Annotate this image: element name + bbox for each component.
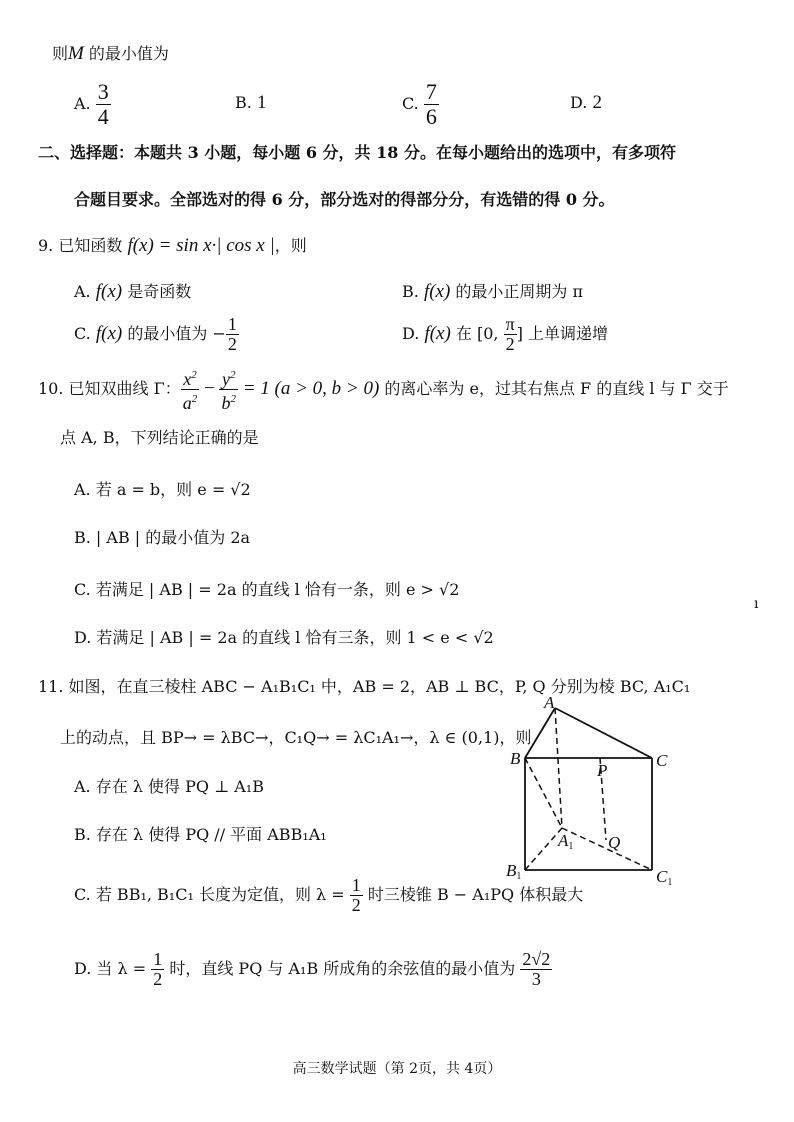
q9-stem-pre: 9. 已知函数 xyxy=(38,236,128,255)
q10-stem xyxy=(38,366,729,413)
label-c: C xyxy=(656,751,668,770)
fraction xyxy=(96,80,111,129)
option-math: f(x) xyxy=(95,281,123,302)
fraction xyxy=(151,950,164,989)
label-c1-sub: 1 xyxy=(667,877,673,888)
option-text: 是奇函数 xyxy=(122,282,192,301)
denominator: 3 xyxy=(520,969,552,989)
fraction xyxy=(350,876,363,915)
denominator: $b^2$ xyxy=(219,389,238,413)
option-math: f(x) xyxy=(424,323,451,344)
page-footer: 高三数学试题（第 2页，共 4页） xyxy=(292,1061,502,1077)
q10-option-d: D. 若满足 | AB | = 2a 的直线 l 恰有三条，则 1 < e < √2 xyxy=(74,628,494,647)
option-label: B. xyxy=(235,93,252,112)
label-a1-letter: A xyxy=(558,831,569,850)
numerator: $x^2$ xyxy=(183,369,197,389)
q10-option-b: B. | AB | 的最小值为 2a xyxy=(74,528,251,547)
option-text: ] 上单调递增 xyxy=(516,324,609,343)
q10-stem-post: 的离心率为 e，过其右焦点 F 的直线 l 与 Γ 交于 xyxy=(379,379,729,398)
section2-line1: 二、选择题：本题共 3 小题，每小题 6 分，共 18 分。在每小题给出的选项中，有多项符 xyxy=(38,143,676,162)
q8-option-c xyxy=(402,80,439,129)
q10-option-c: C. 若满足 | AB | = 2a 的直线 l 恰有一条，则 e > √2 xyxy=(74,580,460,599)
option-text: 的最小值为 − xyxy=(122,324,226,343)
q9-option-a xyxy=(74,282,191,302)
denominator: 6 xyxy=(425,104,437,129)
q9-stem xyxy=(38,236,307,256)
option-math: f(x) xyxy=(423,281,451,302)
option-text: 在 [0, xyxy=(450,324,504,343)
q9-formula: f(x) = sin x·| cos x | xyxy=(127,235,275,256)
label-b1 xyxy=(506,861,521,882)
label-a: A xyxy=(544,693,555,712)
option-label: B. xyxy=(402,282,419,301)
numerator: 2√2 xyxy=(522,949,551,969)
q11-option-d xyxy=(74,950,552,989)
q11-option-b: B. 存在 λ 使得 PQ // 平面 ABB₁A₁ xyxy=(74,825,327,844)
q8-text-pre: 则 xyxy=(52,44,69,63)
q8-text-post: 的最小值为 xyxy=(83,44,169,63)
label-p: P xyxy=(597,761,608,780)
edge-ab xyxy=(525,708,555,758)
denominator: 2 xyxy=(351,895,361,915)
option-text: 的最小正周期为 π xyxy=(450,282,584,301)
numerator: 1 xyxy=(227,314,237,334)
option-text: D. 当 λ = xyxy=(74,959,152,978)
numerator: $y^2$ xyxy=(221,369,236,389)
numerator: 1 xyxy=(153,949,163,969)
q11-line1: 11. 如图，在直三棱柱 ABC − A₁B₁C₁ 中，AB = 2，AB ⊥ BC，P, Q 分别为棱 BC, A₁C₁ xyxy=(38,677,691,696)
minus-sign: − xyxy=(199,378,220,399)
edge-ba1-hidden xyxy=(525,758,562,828)
q9-stem-post: ，则 xyxy=(274,236,307,255)
option-math: f(x) xyxy=(95,323,123,344)
numerator: 1 xyxy=(351,875,361,895)
option-label: A. xyxy=(74,282,91,301)
option-label: A. xyxy=(74,94,91,113)
denominator: 2 xyxy=(227,334,237,354)
q11-option-a: A. 存在 λ 使得 PQ ⊥ A₁B xyxy=(74,777,264,796)
label-c1 xyxy=(656,867,672,888)
hyperbola-x-term xyxy=(181,366,200,413)
denominator: 2 xyxy=(153,969,163,989)
denominator: $a^2$ xyxy=(181,389,200,413)
edge-aa1-hidden xyxy=(555,708,562,828)
option-label: D. xyxy=(402,324,420,343)
q10-option-a: A. 若 a = b，则 e = √2 xyxy=(74,480,251,499)
option-label: D. xyxy=(570,93,588,112)
label-c1-letter: C xyxy=(656,867,668,886)
numerator: 7 xyxy=(425,79,437,104)
denominator: 2 xyxy=(504,334,517,354)
option-text: C. 若 BB₁, B₁C₁ 长度为定值，则 λ = xyxy=(74,885,350,904)
edge-ac xyxy=(555,708,652,758)
label-b1-sub: 1 xyxy=(516,871,522,882)
q8-stem xyxy=(52,44,169,64)
fraction xyxy=(424,80,439,129)
q10-stem-pre: 10. 已知双曲线 Γ： xyxy=(38,379,181,398)
q10-condition: = 1 (a > 0, b > 0) xyxy=(237,378,380,399)
label-a1 xyxy=(557,831,573,852)
q10-line2: 点 A, B，下列结论正确的是 xyxy=(60,428,259,447)
label-q: Q xyxy=(608,833,621,852)
q9-option-c xyxy=(74,315,239,354)
q11-line2: 上的动点，且 BP→ = λBC→，C₁Q→ = λC₁A₁→，λ ∈ (0,1)，则 xyxy=(60,728,532,747)
section2-line2: 合题目要求。全部选对的得 6 分，部分选对的得部分分，有选错的得 0 分。 xyxy=(74,190,615,209)
edge-a1b1-hidden xyxy=(525,828,562,870)
option-label: C. xyxy=(74,324,91,343)
q8-var: M xyxy=(68,43,84,64)
label-b1-letter: B xyxy=(506,861,517,880)
option-text: 时三棱锥 B − A₁PQ 体积最大 xyxy=(362,885,584,904)
stray-mark: ı xyxy=(754,596,759,612)
hyperbola-y-term xyxy=(219,366,238,413)
denominator: 4 xyxy=(97,104,109,129)
option-value: 1 xyxy=(256,92,267,113)
q9-option-b xyxy=(402,282,583,302)
label-b: B xyxy=(510,749,521,768)
fraction xyxy=(504,315,517,354)
fraction xyxy=(520,950,552,989)
numerator: π xyxy=(505,314,515,334)
label-a1-sub: 1 xyxy=(568,841,574,852)
numerator: 3 xyxy=(97,79,109,104)
edge-a1c1-hidden xyxy=(562,828,652,870)
q8-option-a xyxy=(74,80,111,129)
q8-option-d xyxy=(570,93,602,113)
option-label: C. xyxy=(402,94,419,113)
prism-figure xyxy=(500,690,690,890)
q9-option-d xyxy=(402,315,608,354)
q8-option-b xyxy=(235,93,266,113)
option-value: 2 xyxy=(592,92,602,113)
fraction xyxy=(226,315,239,354)
option-text: 时，直线 PQ 与 A₁B 所成角的余弦值的最小值为 xyxy=(164,959,521,978)
